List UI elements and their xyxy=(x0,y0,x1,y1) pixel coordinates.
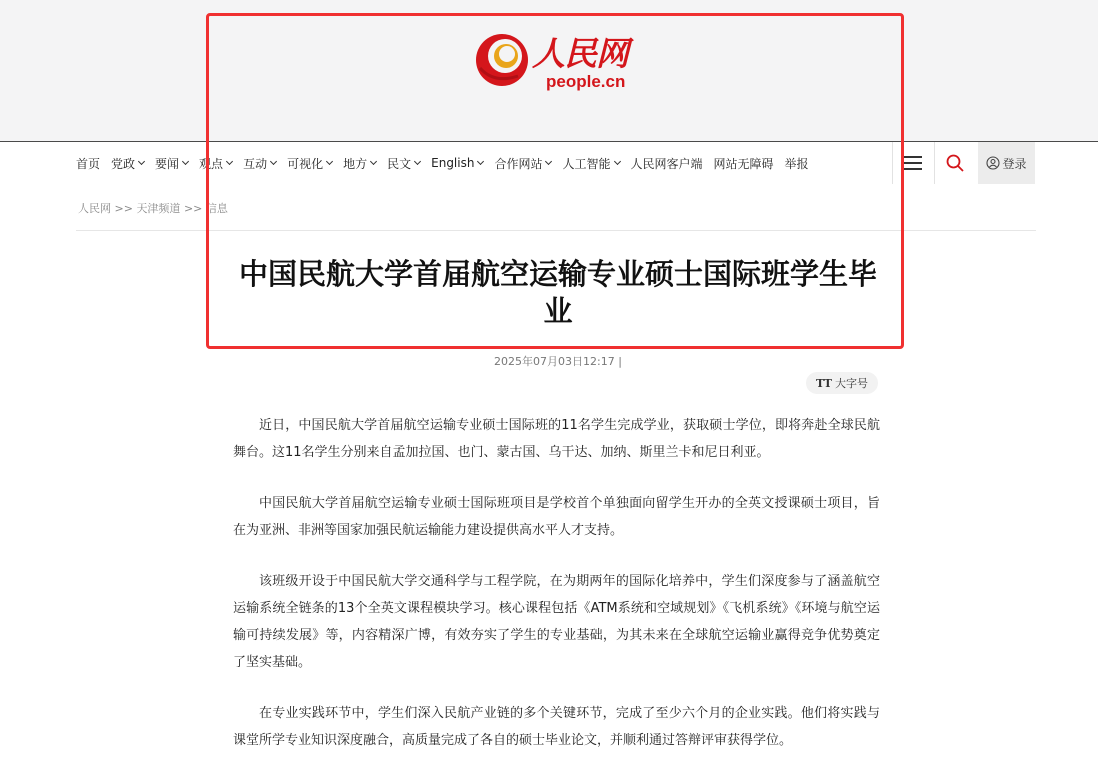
article-body xyxy=(233,412,880,768)
article-paragraph: 在专业实践环节中，学生们深入民航产业链的多个关键环节，完成了至少六个月的企业实践。他们将实践与课堂所学专业知识深度融合，高质量完成了各自的硕士毕业论文，并顺利通过答辩评审获得学位。 xyxy=(233,706,880,748)
nav-item[interactable] xyxy=(631,155,703,172)
nav-item-label: 党政 xyxy=(111,156,136,171)
logo-text-en: people.cn xyxy=(546,72,626,91)
chevron-down-icon xyxy=(613,158,620,165)
large-font-label: 大字号 xyxy=(834,377,868,390)
nav-item-label: 首页 xyxy=(76,156,101,171)
chevron-down-icon xyxy=(477,158,484,165)
chevron-down-icon xyxy=(226,158,233,165)
nav-item[interactable] xyxy=(155,155,188,172)
nav-divider xyxy=(892,142,893,184)
article-paragraph: 该班级开设于中国民航大学交通科学与工程学院，在为期两年的国际化培养中，学生们深度参与了涵盖航空运输系统全链条的13个全英文课程模块学习。核心课程包括《ATM系统和空域规划》《飞机系统》《环境与航空运输可持续发展》等，内容精深广博，有效夯实了学生的专业基础，为其未来在全球航空运输业赢得竞争优势奠定了坚实基础。 xyxy=(233,574,880,670)
nav-item-label: 网站无障碍 xyxy=(713,156,774,171)
chevron-down-icon xyxy=(138,158,145,165)
nav-item[interactable] xyxy=(494,155,551,172)
article-meta xyxy=(236,353,880,369)
nav-divider xyxy=(934,142,935,184)
article-title: 中国民航大学首届航空运输专业硕士国际班学生毕业 xyxy=(238,257,877,328)
article-paragraph: 中国民航大学首届航空运输专业硕士国际班项目是学校首个单独面向留学生开办的全英文授课硕士项目，旨在为亚洲、非洲等国家加强民航运输能力建设提供高水平人才支持。 xyxy=(233,496,880,538)
nav-item-label: 合作网站 xyxy=(494,156,543,171)
site-logo[interactable] xyxy=(474,28,644,98)
nav-item[interactable] xyxy=(76,155,100,172)
chevron-down-icon xyxy=(414,158,421,165)
nav-item[interactable] xyxy=(343,155,376,172)
nav-item[interactable] xyxy=(387,155,420,172)
login-button[interactable] xyxy=(978,142,1035,184)
hamburger-icon[interactable] xyxy=(904,156,922,170)
nav-item-label: 观点 xyxy=(199,156,224,171)
breadcrumb xyxy=(78,200,228,216)
chevron-down-icon xyxy=(545,158,552,165)
breadcrumb-separator: >> xyxy=(183,202,203,215)
logo-emblem-icon xyxy=(474,32,530,88)
nav-item-label: 互动 xyxy=(243,156,268,171)
nav-item-label: 人工智能 xyxy=(562,156,611,171)
chevron-down-icon xyxy=(182,158,189,165)
nav-item[interactable] xyxy=(562,155,619,172)
publish-datetime: 2025年07月03日12:17 xyxy=(494,355,615,368)
nav-list xyxy=(76,142,820,184)
nav-item-label: 人民网客户端 xyxy=(630,156,703,171)
nav-item[interactable] xyxy=(111,155,144,172)
large-font-button[interactable] xyxy=(806,372,878,394)
nav-item[interactable] xyxy=(714,155,774,172)
breadcrumb-separator: >> xyxy=(114,202,133,215)
nav-item[interactable] xyxy=(287,155,332,172)
breadcrumb-divider xyxy=(76,230,1036,231)
nav-item-label: English xyxy=(431,156,475,170)
nav-item-label: 要闻 xyxy=(155,156,180,171)
nav-item[interactable] xyxy=(199,155,232,172)
chevron-down-icon xyxy=(270,158,277,165)
login-label: 登录 xyxy=(1002,156,1027,171)
chevron-down-icon xyxy=(370,158,377,165)
main-nav xyxy=(0,141,1098,184)
nav-item[interactable] xyxy=(243,155,276,172)
meta-separator: | xyxy=(618,355,622,368)
user-icon xyxy=(986,156,1000,170)
breadcrumb-item[interactable]: 人民网 xyxy=(78,202,111,215)
nav-item[interactable] xyxy=(431,156,483,170)
nav-item-label: 举报 xyxy=(784,156,809,171)
search-icon[interactable] xyxy=(946,154,964,172)
nav-item-label: 地方 xyxy=(343,156,368,171)
breadcrumb-item[interactable]: 信息 xyxy=(205,202,228,215)
nav-item[interactable] xyxy=(785,155,809,172)
breadcrumb-item[interactable]: 天津频道 xyxy=(136,202,181,215)
logo-text-cn: 人民网 xyxy=(532,34,628,73)
font-size-icon: TT xyxy=(816,376,832,390)
nav-item-label: 民文 xyxy=(387,156,412,171)
article-paragraph: 近日，中国民航大学首届航空运输专业硕士国际班的11名学生完成学业，获取硕士学位，即将奔赴全球民航舞台。这11名学生分别来自孟加拉国、也门、蒙古国、乌干达、加纳、斯里兰卡和尼日利亚。 xyxy=(233,418,880,460)
chevron-down-icon xyxy=(326,158,333,165)
nav-item-label: 可视化 xyxy=(287,156,324,171)
